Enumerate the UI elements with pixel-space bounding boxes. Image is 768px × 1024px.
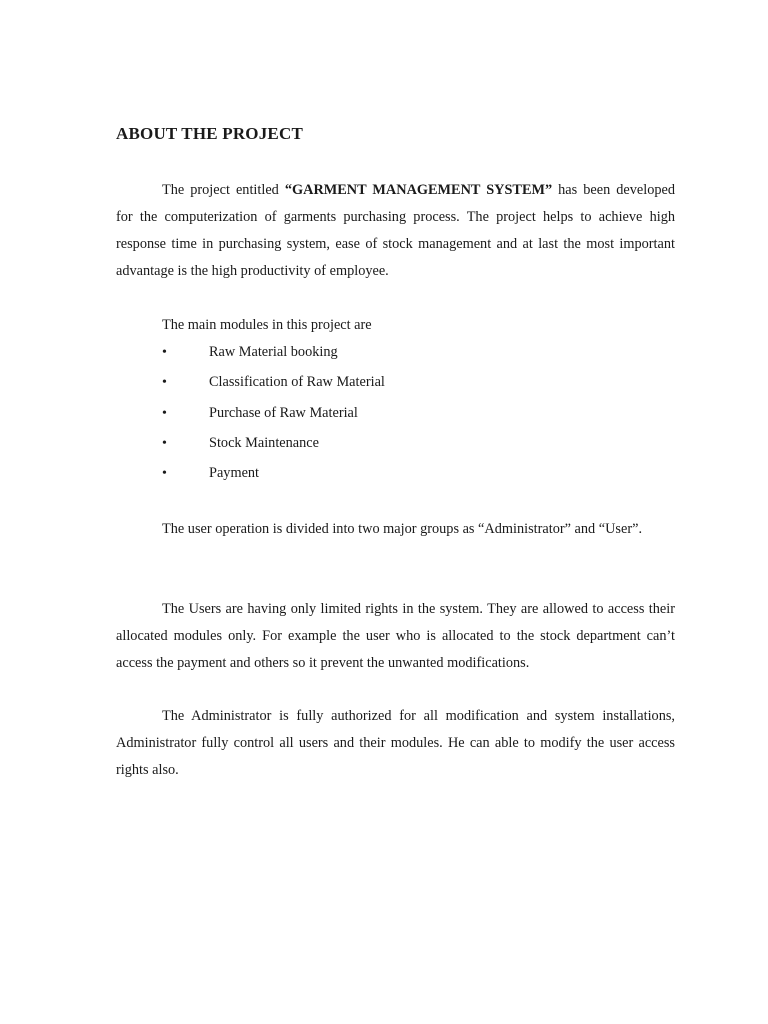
bullet-icon: •: [162, 435, 167, 451]
project-name: “GARMENT MANAGEMENT SYSTEM”: [284, 182, 553, 198]
users-paragraph: The Users are having only limited rights in the system. They are allowed to access their allocated modules only. For example the user who is allocated to the stock department can’t access the payment and others so it prevent the unwanted modifications.: [116, 601, 675, 671]
page-title: ABOUT THE PROJECT: [116, 124, 303, 143]
admin-paragraph: The Administrator is fully authorized for all modification and system installations, Administrator fully control all users and their modules. He can able to modify the user access rights also.: [116, 708, 675, 778]
bullet-icon: •: [162, 375, 167, 391]
module-label: Stock Maintenance: [209, 434, 319, 451]
bullet-icon: •: [162, 466, 167, 482]
intro-text-before: The project entitled: [162, 182, 285, 198]
module-label: Purchase of Raw Material: [209, 404, 358, 421]
module-label: Raw Material booking: [209, 344, 338, 360]
modules-intro: The main modules in this project are: [162, 317, 372, 333]
module-label: Classification of Raw Material: [209, 374, 385, 391]
module-label: Payment: [209, 465, 260, 482]
bullet-icon: •: [162, 405, 167, 421]
intro-text-after: has been developed for the computerization of garments purchasing process. The project helps to achieve high response time in purchasing system, ease of stock management and at last the most important advantage is the high productivity of employee.: [116, 182, 675, 279]
user-groups-paragraph: The user operation is divided into two major groups as “Administrator” and “User”.: [162, 521, 643, 537]
bullet-icon: •: [162, 345, 167, 360]
intro-paragraph: [116, 177, 675, 285]
